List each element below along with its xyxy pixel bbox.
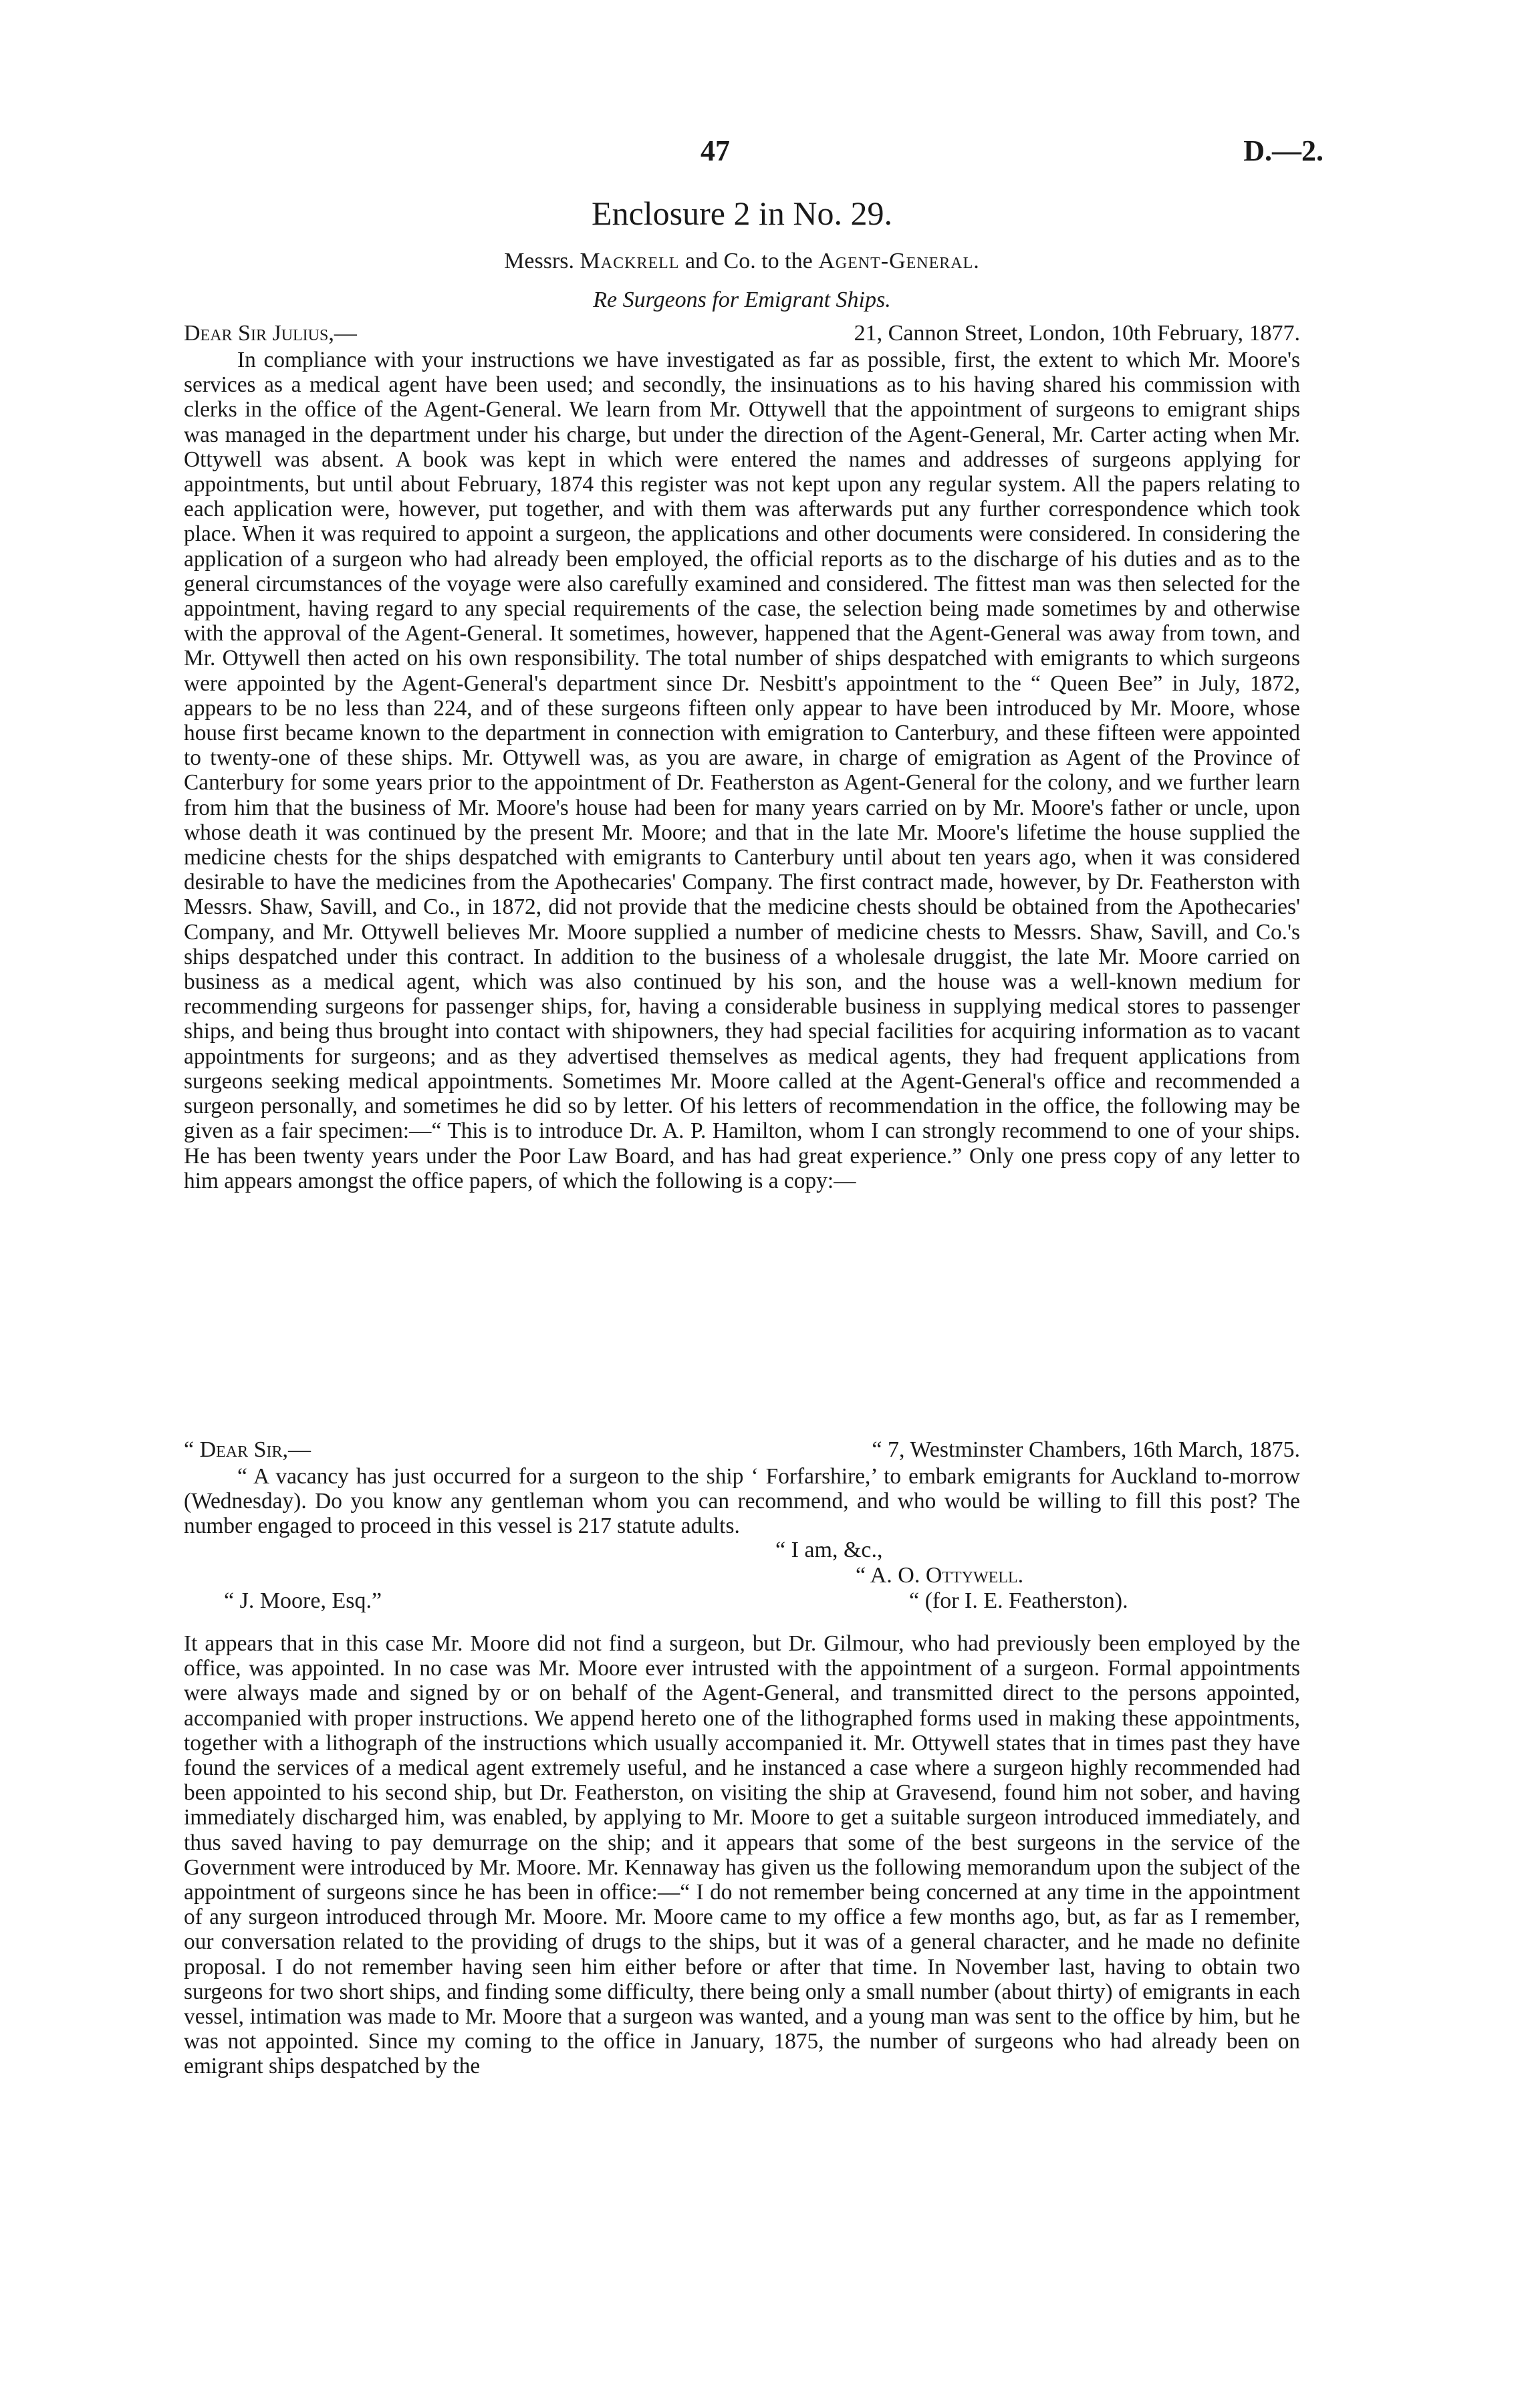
signature-name: Ottywell.: [925, 1563, 1024, 1588]
from-to-prefix: Messrs.: [504, 249, 575, 273]
page-number: 47: [701, 134, 730, 167]
quoted-letter-signature: [856, 1563, 1023, 1588]
from-to-middle: and Co. to the: [684, 249, 813, 273]
quoted-letter-signature-capacity: “ (for I. E. Featherston).: [909, 1588, 1128, 1613]
subject-line: Re Surgeons for Emigrant Ships.: [593, 287, 891, 312]
quoted-letter-body: “ A vacancy has just occurred for a surgeon to the ship ‘ Forfarshire,’ to embark emigrants for Auckland to-morrow (Wednesday). Do you know any gentleman whom you can recommend, and who would be willing to fill this post? The number engaged to proceed in this vessel is 217 statute adults.: [184, 1464, 1300, 1539]
recipient-name: Agent-General.: [818, 249, 980, 273]
signature-prefix: “ A. O.: [856, 1563, 920, 1588]
quoted-letter-closing: “ I am, &c.,: [775, 1538, 883, 1562]
quoted-letter-address: “ 7, Westminster Chambers, 16th March, 1875.: [872, 1437, 1300, 1462]
from-to-line: [187, 249, 1297, 274]
letter-address: 21, Cannon Street, London, 10th February, 1877.: [854, 321, 1300, 346]
paragraph-1: In compliance with your instructions we have investigated as far as possible, first, the extent to which Mr. Moore's services as a medical agent have been used; and secondly, the insinuations as to his having shared his commission with clerks in the office of the Agent-General. We learn from Mr. Ottywell that the appointment of surgeons to emigrant ships was managed in the department under his charge, but under the direction of the Agent-General, Mr. Carter acting when Mr. Ottywell was absent. A book was kept in which were entered the names and addresses of surgeons applying for appointments, but until about February, 1874 this register was not kept upon any regular system. All the papers relating to each application were, however, put together, and with them was afterwards put any further correspondence which took place. When it was required to appoint a surgeon, the applications and other documents were considered. In considering the application of a surgeon who had already been employed, the official reports as to the discharge of his duties and as to the general circumstances of the voyage were also carefully examined and considered. The fittest man was then selected for the appointment, having regard to any special requirements of the case, the selection being made sometimes by and otherwise with the approval of the Agent-General. It sometimes, however, happened that the Agent-General was away from town, and Mr. Ottywell then acted on his own responsibility. The total number of ships despatched with emigrants to which surgeons were appointed by the Agent-General's department since Dr. Nesbitt's appointment to the “ Queen Bee” in July, 1872, appears to be no less than 224, and of these surgeons fifteen only appear to have been introduced by Mr. Moore, whose house first became known to the department in connection with emigration to Canterbury, and these fifteen were appointed to twenty-one of these ships. Mr. Ottywell was, as you are aware, in charge of emigration as Agent of the Province of Canterbury for some years prior to the appointment of Dr. Featherston as Agent-General for the colony, and we further learn from him that the business of Mr. Moore's house had been for many years carried on by Mr. Moore's father or uncle, upon whose death it was continued by the present Mr. Moore; and that in the late Mr. Moore's lifetime the house supplied the medicine chests for the ships despatched with emigrants to Canterbury until about ten years ago, when it was considered desirable to have the medicines from the Apothecaries' Company. The first contract made, however, by Dr. Featherston with Messrs. Shaw, Savill, and Co., in 1872, did not provide that the medicine chests should be obtained from the Apothecaries' Company, and Mr. Ottywell believes Mr. Moore supplied a number of medicine chests to Messrs. Shaw, Savill, and Co.'s ships despatched under this contract. In addition to the business of a wholesale druggist, the late Mr. Moore carried on business as a medical agent, which was also continued by his son, and the house was a well-known medium for recommending surgeons for passenger ships, for, having a considerable business in supplying medical stores to passenger ships, and being thus brought into contact with shipowners, they had special facilities for acquiring information as to vacant appointments for surgeons; and as they advertised themselves as medical agents, they had frequent applications from surgeons seeking medical appointments. Sometimes Mr. Moore called at the Agent-General's office and recommended a surgeon personally, and sometimes he did so by letter. Of his letters of recommendation in the office, the following may be given as a fair specimen:—“ This is to introduce Dr. A. P. Hamilton, whom I can strongly recommend to one of your ships. He has been twenty years under the Poor Law Board, and has had great experience.” Only one press copy of any letter to him appears amongst the office papers, of which the following is a copy:—: [184, 348, 1300, 1193]
quoted-letter-recipient: “ J. Moore, Esq.”: [224, 1588, 382, 1613]
paragraph-2: It appears that in this case Mr. Moore did not find a surgeon, but Dr. Gilmour, who had previously been employed by the office, was appointed. In no case was Mr. Moore ever intrusted with the appointment of a surgeon. Formal appointments were always made and signed by or on behalf of the Agent-General, and transmitted direct to the persons appointed, accompanied with proper instructions. We append hereto one of the lithographed forms used in making these appointments, together with a lithograph of the instructions which usually accompanied it. Mr. Ottywell states that in times past they have found the services of a medical agent extremely useful, and he instanced a case where a surgeon highly recommended had been appointed to his second ship, but Dr. Featherston, on visiting the ship at Gravesend, found him not sober, and having immediately discharged him, was enabled, by applying to Mr. Moore to get a suitable surgeon introduced immediately, and thus saved having to pay demurrage on the ship; and it appears that some of the best surgeons in the service of the Government were introduced by Mr. Moore. Mr. Kennaway has given us the following memorandum upon the subject of the appointment of surgeons since he has been in office:—“ I do not remember being concerned at any time in the appointment of any surgeon introduced through Mr. Moore. Mr. Moore came to my office a few months ago, but, as far as I remember, our conversation related to the providing of drugs to the ships, but it was of a general character, and he made no definite proposal. I do not remember having seen him either before or after that time. In November last, having to obtain two surgeons for two short ships, and finding some difficulty, there being only a small number (about thirty) of emigrants in each vessel, intimation was made to Mr. Moore that a surgeon was wanted, and a young man was sent to the office by him, but he was not appointed. Since my coming to the office in January, 1875, the number of surgeons who had already been on emigrant ships despatched by the: [184, 1631, 1300, 2079]
sender-name: Mackrell: [580, 249, 680, 273]
sheet-reference: D.—2.: [1243, 134, 1323, 167]
enclosure-title: Enclosure 2 in No. 29.: [592, 195, 892, 232]
quoted-letter-salutation: “ Dear Sir,—: [184, 1437, 311, 1462]
letter-salutation: Dear Sir Julius,—: [184, 321, 357, 346]
